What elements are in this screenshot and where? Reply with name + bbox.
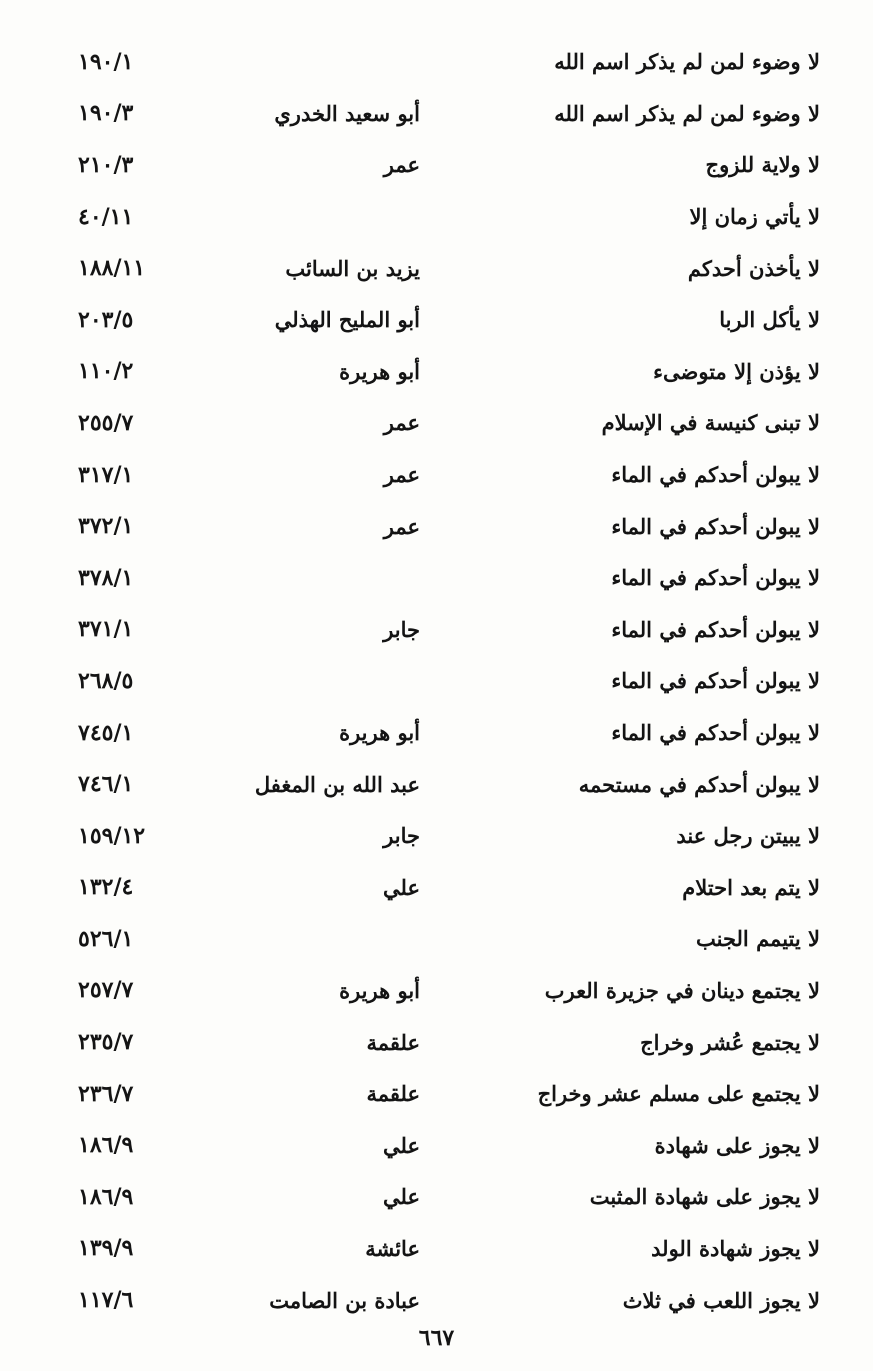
hadith-text: لا يتيمم الجنب <box>696 926 820 952</box>
volume-page-ref: ٢٣٥/٧ <box>78 1029 134 1056</box>
index-row <box>70 294 820 346</box>
hadith-text: لا يأخذن أحدكم <box>687 255 820 281</box>
hadith-text: لا يجتمع عُشر وخراج <box>640 1029 820 1055</box>
narrator: علي <box>383 1132 420 1158</box>
hadith-text: لا يبولن أحدكم في الماء <box>611 616 820 642</box>
index-row <box>70 552 820 604</box>
index-row <box>70 397 820 449</box>
volume-page-ref: ١١٠/٢ <box>78 358 134 385</box>
volume-page-ref: ٧٤٦/١ <box>78 771 134 798</box>
narrator: عمر <box>383 410 420 436</box>
volume-page-ref: ١٨٨/١١ <box>78 255 146 282</box>
volume-page-ref: ١٣٢/٤ <box>78 874 134 901</box>
index-row <box>70 758 820 810</box>
index-row <box>70 1068 820 1120</box>
hadith-text: لا يجوز شهادة الولد <box>651 1235 820 1261</box>
hadith-text: لا يبولن أحدكم في مستحمه <box>578 771 820 797</box>
volume-page-ref: ٢٥٧/٧ <box>78 977 134 1004</box>
narrator: عمر <box>383 152 420 178</box>
hadith-text: لا ولاية للزوج <box>705 152 820 178</box>
hadith-text: لا يبولن أحدكم في الماء <box>611 720 820 746</box>
volume-page-ref: ١٣٩/٩ <box>78 1235 134 1262</box>
narrator: جابر <box>383 823 420 849</box>
hadith-text: لا وضوء لمن لم يذكر اسم الله <box>554 100 820 126</box>
hadith-text: لا يبولن أحدكم في الماء <box>611 513 820 539</box>
narrator: علي <box>383 1184 420 1210</box>
narrator: أبو هريرة <box>339 720 420 746</box>
hadith-text: لا يأتي زمان إلا <box>689 204 820 230</box>
hadith-text: لا يبولن أحدكم في الماء <box>611 462 820 488</box>
index-row <box>70 191 820 243</box>
page-number: ٦٦٧ <box>418 1325 455 1351</box>
narrator: عمر <box>383 462 420 488</box>
volume-page-ref: ٣٧٢/١ <box>78 513 134 540</box>
volume-page-ref: ٢٣٦/٧ <box>78 1080 134 1107</box>
index-row <box>70 500 820 552</box>
narrator: جابر <box>383 616 420 642</box>
volume-page-ref: ١٨٦/٩ <box>78 1183 134 1210</box>
volume-page-ref: ٣٧١/١ <box>78 616 134 643</box>
index-row <box>70 655 820 707</box>
narrator: عائشة <box>365 1235 420 1261</box>
index-row <box>70 139 820 191</box>
narrator: عمر <box>383 513 420 539</box>
volume-page-ref: ٣٧٨/١ <box>78 564 134 591</box>
hadith-text: لا يأكل الربا <box>719 307 820 333</box>
volume-page-ref: ٣١٧/١ <box>78 461 134 488</box>
volume-page-ref: ١٥٩/١٢ <box>78 822 146 849</box>
hadith-text: لا يتم بعد احتلام <box>682 874 820 900</box>
index-row <box>70 1171 820 1223</box>
index-row <box>70 965 820 1017</box>
narrator: علي <box>383 874 420 900</box>
index-row <box>70 862 820 914</box>
volume-page-ref: ٥٢٦/١ <box>78 925 134 952</box>
narrator: علقمة <box>366 1029 420 1055</box>
narrator: أبو هريرة <box>339 358 420 384</box>
volume-page-ref: ٢٥٥/٧ <box>78 409 134 436</box>
index-row <box>70 346 820 398</box>
hadith-text: لا يجوز اللعب في ثلاث <box>622 1287 820 1313</box>
hadith-text: لا يجتمع على مسلم عشر وخراج <box>537 1081 820 1107</box>
volume-page-ref: ٤٠/١١ <box>78 203 134 230</box>
volume-page-ref: ٢٠٣/٥ <box>78 306 134 333</box>
index-row <box>70 913 820 965</box>
volume-page-ref: ٢١٠/٣ <box>78 151 134 178</box>
hadith-text: لا وضوء لمن لم يذكر اسم الله <box>554 49 820 75</box>
index-row <box>70 242 820 294</box>
index-row <box>70 810 820 862</box>
narrator: علقمة <box>366 1081 420 1107</box>
volume-page-ref: ١٨٦/٩ <box>78 1132 134 1159</box>
index-row <box>70 88 820 140</box>
index-row <box>70 1016 820 1068</box>
volume-page-ref: ١١٧/٦ <box>78 1287 134 1314</box>
index-row <box>70 449 820 501</box>
volume-page-ref: ١٩٠/٣ <box>78 100 134 127</box>
hadith-text: لا يجوز على شهادة <box>654 1132 820 1158</box>
hadith-text: لا يؤذن إلا متوضىء <box>653 358 820 384</box>
hadith-text: لا تبنى كنيسة في الإسلام <box>601 410 820 436</box>
narrator: أبو المليح الهذلي <box>274 307 420 333</box>
volume-page-ref: ٧٤٥/١ <box>78 719 134 746</box>
narrator: عبادة بن الصامت <box>269 1287 420 1313</box>
hadith-index-table <box>70 36 820 1326</box>
hadith-text: لا يبولن أحدكم في الماء <box>611 565 820 591</box>
narrator: عبد الله بن المغفل <box>254 771 420 797</box>
hadith-text: لا يبولن أحدكم في الماء <box>611 668 820 694</box>
index-row <box>70 604 820 656</box>
volume-page-ref: ١٩٠/١ <box>78 48 134 75</box>
hadith-text: لا يجوز على شهادة المثبت <box>589 1184 820 1210</box>
hadith-text: لا يجتمع دينان في جزيرة العرب <box>544 977 820 1003</box>
index-row <box>70 36 820 88</box>
narrator: أبو سعيد الخدري <box>274 100 420 126</box>
narrator: يزيد بن السائب <box>285 255 420 281</box>
hadith-text: لا يبيتن رجل عند <box>676 823 820 849</box>
index-row <box>70 1223 820 1275</box>
index-row <box>70 707 820 759</box>
narrator: أبو هريرة <box>339 977 420 1003</box>
index-row <box>70 1274 820 1326</box>
volume-page-ref: ٢٦٨/٥ <box>78 667 134 694</box>
index-row <box>70 1119 820 1171</box>
